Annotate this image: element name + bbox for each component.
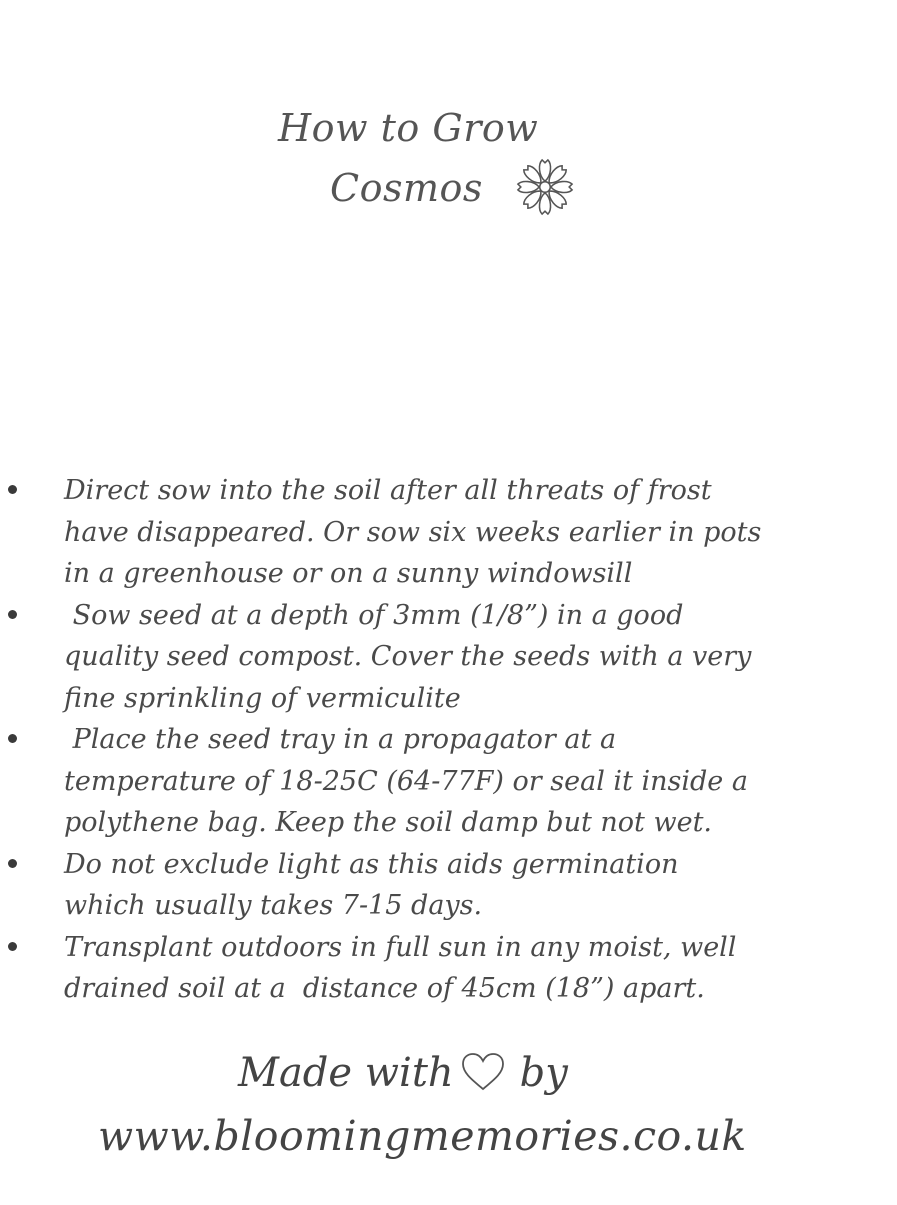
instruction-item (0, 595, 897, 720)
website-link[interactable]: www.bloomingmemories.co.uk (98, 1112, 747, 1160)
instruction-item (0, 470, 897, 595)
bullet-icon (8, 942, 17, 951)
instruction-line: Direct sow into the soil after all threats of frost (64, 475, 712, 506)
instruction-line: in a greenhouse or on a sunny windowsill (64, 558, 633, 589)
bullet-icon (8, 859, 17, 868)
instruction-line: Do not exclude light as this aids germination (64, 848, 679, 880)
instruction-line: temperature of 18-25C (64-77F) or seal it inside a (64, 765, 748, 797)
by-text: by (519, 1050, 568, 1096)
bullet-icon (8, 610, 17, 619)
instruction-line: drained soil at a distance of 45cm (18”) apart. (64, 973, 705, 1004)
made-with-text: Made with (238, 1050, 454, 1096)
instruction-item (0, 844, 897, 927)
title-line-1: How to Grow (278, 106, 539, 150)
instructions-list (0, 470, 897, 1010)
instruction-line: which usually takes 7-15 days. (64, 890, 483, 921)
instruction-line: Sow seed at a depth of 3mm (1/8”) in a good (64, 599, 684, 631)
instruction-line: have disappeared. Or sow six weeks earlier in pots (64, 516, 762, 548)
instruction-line: fine sprinkling of vermiculite (64, 682, 461, 714)
instruction-item (0, 927, 897, 1010)
heart-icon (460, 1052, 506, 1092)
instruction-line: quality seed compost. Cover the seeds with a very (64, 641, 752, 672)
flower-icon (516, 158, 574, 216)
bullet-icon (8, 734, 17, 743)
instruction-line: polythene bag. Keep the soil damp but not wet. (64, 807, 713, 838)
made-with-line (238, 1050, 568, 1096)
title-line-2: Cosmos (330, 166, 483, 210)
bullet-icon (8, 485, 17, 494)
instruction-item (0, 719, 897, 844)
instruction-line: Transplant outdoors in full sun in any moist, well (64, 931, 737, 963)
instruction-line: Place the seed tray in a propagator at a (64, 724, 617, 755)
